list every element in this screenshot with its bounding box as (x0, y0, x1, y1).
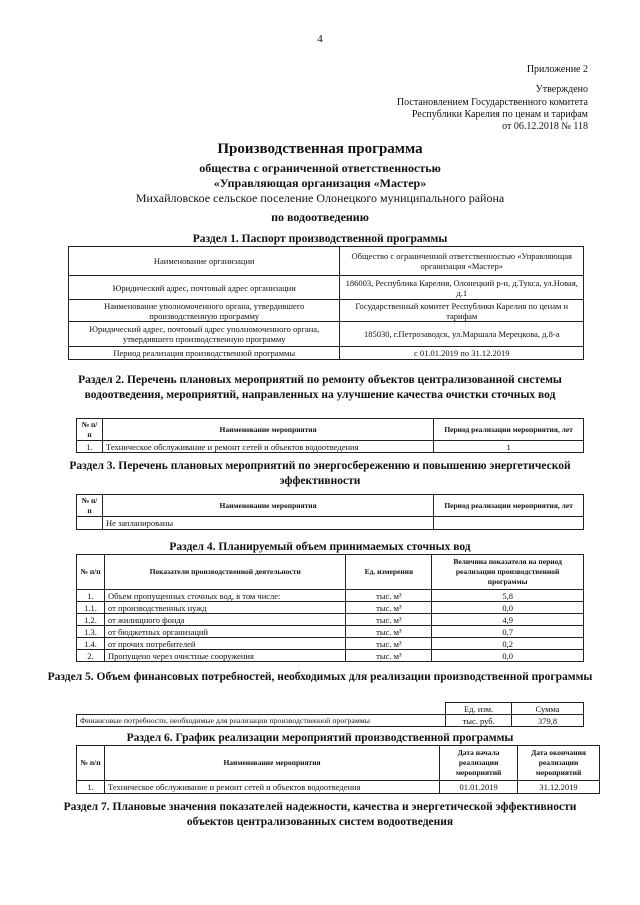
col-header-value: Величина показателя на период реализации производственной программы (432, 555, 584, 590)
table-header-row (77, 746, 600, 781)
passport-value: 185030, г.Петрозаводск, ул.Маршала Мерецкова, д.8-а (340, 322, 584, 347)
section-5-heading: Раздел 5. Объем финансовых потребностей, необходимых для реализации производственной программы (47, 671, 593, 683)
section-3-heading: Раздел 3. Перечень плановых мероприятий по энергосбережению и повышению энергетической эффективности (69, 460, 571, 487)
row-value: 0,0 (432, 602, 584, 614)
row-indicator: от прочих потребителей (104, 638, 345, 650)
row-value: 4,9 (432, 614, 584, 626)
table-row (77, 626, 584, 638)
approval-date: от 06.12.2018 № 118 (502, 121, 588, 132)
row-period: 1 (434, 441, 584, 453)
table-row (77, 715, 584, 727)
passport-key: Юридический адрес, почтовый адрес организации (69, 276, 340, 300)
passport-key: Наименование уполномоченного органа, утвердившего производственную программу (69, 300, 340, 322)
row-sum: 379,8 (512, 715, 584, 727)
doc-title: Производственная программа (217, 141, 423, 157)
repair-measures-table (76, 418, 584, 453)
table-row (69, 276, 584, 300)
financial-needs-table (76, 702, 584, 727)
appendix-label: Приложение 2 (526, 64, 588, 75)
row-end-date: 31.12.2019 (518, 781, 600, 794)
empty-header-cell (77, 703, 446, 715)
row-value: 5,8 (432, 590, 584, 602)
approval-line: Республики Карелия по ценам и тарифам (411, 109, 588, 120)
table-row (77, 441, 584, 453)
row-value: 0,2 (432, 638, 584, 650)
row-unit: тыс. м³ (346, 602, 432, 614)
approval-line: Постановлением Государственного комитета (396, 97, 588, 108)
row-num: 1.1. (77, 602, 105, 614)
table-row (69, 300, 584, 322)
row-num: 1. (77, 441, 103, 453)
section-1-heading: Раздел 1. Паспорт производственной программы (192, 233, 448, 245)
row-unit: тыс. м³ (346, 626, 432, 638)
passport-key: Наименование организации (69, 247, 340, 276)
table-row (69, 247, 584, 276)
row-num: 2. (77, 650, 105, 662)
schedule-table (76, 745, 600, 794)
col-header-unit: Ед. измерения (346, 555, 432, 590)
row-unit: тыс. м³ (346, 590, 432, 602)
passport-value: Общество с ограниченной ответственностью «Управляющая организация «Мастер» (340, 247, 584, 276)
col-header-start: Дата начала реализации мероприятий (440, 746, 518, 781)
table-row (69, 347, 584, 360)
row-unit: тыс. м³ (346, 614, 432, 626)
col-header-end: Дата окончания реализации мероприятий (518, 746, 600, 781)
passport-value: Государственный комитет Республики Карелия по ценам и тарифам (340, 300, 584, 322)
col-header-num: № п/п (77, 495, 103, 517)
table-row (77, 614, 584, 626)
section-6-heading: Раздел 6. График реализации мероприятий производственной программы (126, 732, 514, 744)
row-name: Не запланированы (102, 517, 433, 530)
row-num: 1. (77, 590, 105, 602)
col-header-unit: Ед. изм. (446, 703, 512, 715)
approved-label: Утверждено (535, 84, 588, 95)
table-header-row (77, 703, 584, 715)
row-name: Техническое обслуживание и ремонт сетей и объектов водоотведения (104, 781, 439, 794)
passport-table (68, 246, 584, 360)
page-number: 4 (317, 33, 323, 45)
col-header-num: № п/п (77, 555, 105, 590)
col-header-indicator: Показатели производственной деятельности (104, 555, 345, 590)
wastewater-volume-table (76, 554, 584, 662)
subject-line: по водоотведению (271, 210, 369, 224)
section-2-heading: Раздел 2. Перечень плановых мероприятий по ремонту объектов централизованной системы водоотведения, мероприятий, направленных на улучшение качества очистки сточных вод (78, 374, 562, 401)
row-indicator: Объем пропущенных сточных вод, в том числе: (104, 590, 345, 602)
col-header-num: № п/п (77, 746, 105, 781)
col-header-name: Наименование мероприятия (102, 495, 433, 517)
table-header-row (77, 419, 584, 441)
row-num: 1.3. (77, 626, 105, 638)
section-4-heading: Раздел 4. Планируемый объем принимаемых сточных вод (169, 541, 471, 553)
row-period (434, 517, 584, 530)
row-num: 1. (77, 781, 105, 794)
passport-key: Юридический адрес, почтовый адрес уполномоченного органа, утвердившего производственную программу (69, 322, 340, 347)
row-value: 0,7 (432, 626, 584, 638)
section-7-heading: Раздел 7. Плановые значения показателей надежности, качества и энергетической эффективности объектов централизованных систем водоотведения (63, 801, 577, 828)
col-header-num: № п/п (77, 419, 103, 441)
org-line-1: общества с ограниченной ответственностью (199, 161, 441, 175)
row-start-date: 01.01.2019 (440, 781, 518, 794)
table-header-row (77, 495, 584, 517)
row-name: Финансовые потребности, необходимые для реализации производственной программы (77, 715, 446, 727)
row-name: Техническое обслуживание и ремонт сетей и объектов водоотведения (102, 441, 433, 453)
passport-value: с 01.01.2019 по 31.12.2019 (340, 347, 584, 360)
table-row (77, 650, 584, 662)
table-row (77, 517, 584, 530)
row-num (77, 517, 103, 530)
passport-key: Период реализация производственной программы (69, 347, 340, 360)
table-row (77, 638, 584, 650)
row-num: 1.2. (77, 614, 105, 626)
row-unit: тыс. м³ (346, 638, 432, 650)
row-indicator: Пропущено через очистные сооружения (104, 650, 345, 662)
col-header-period: Период реализации мероприятия, лет (434, 419, 584, 441)
row-indicator: от бюджетных организаций (104, 626, 345, 638)
table-row (77, 590, 584, 602)
col-header-period: Период реализации мероприятия, лет (434, 495, 584, 517)
row-indicator: от производственных нужд (104, 602, 345, 614)
row-num: 1.4. (77, 638, 105, 650)
table-header-row (77, 555, 584, 590)
energy-measures-table (76, 494, 584, 530)
row-unit: тыс. м³ (346, 650, 432, 662)
row-indicator: от жилищного фонда (104, 614, 345, 626)
place-line: Михайловское сельское поселение Олонецкого муниципального района (135, 191, 505, 205)
passport-value: 186003, Республика Карелия, Олонецкий р-н, д.Тукса, ул.Новая, д.1 (340, 276, 584, 300)
row-unit: тыс. руб. (446, 715, 512, 727)
table-row (77, 602, 584, 614)
col-header-name: Наименование мероприятия (104, 746, 439, 781)
col-header-sum: Сумма (512, 703, 584, 715)
table-row (77, 781, 600, 794)
row-value: 0,0 (432, 650, 584, 662)
col-header-name: Наименование мероприятия (102, 419, 433, 441)
table-row (69, 322, 584, 347)
org-line-2: «Управляющая организация «Мастер» (213, 176, 427, 190)
